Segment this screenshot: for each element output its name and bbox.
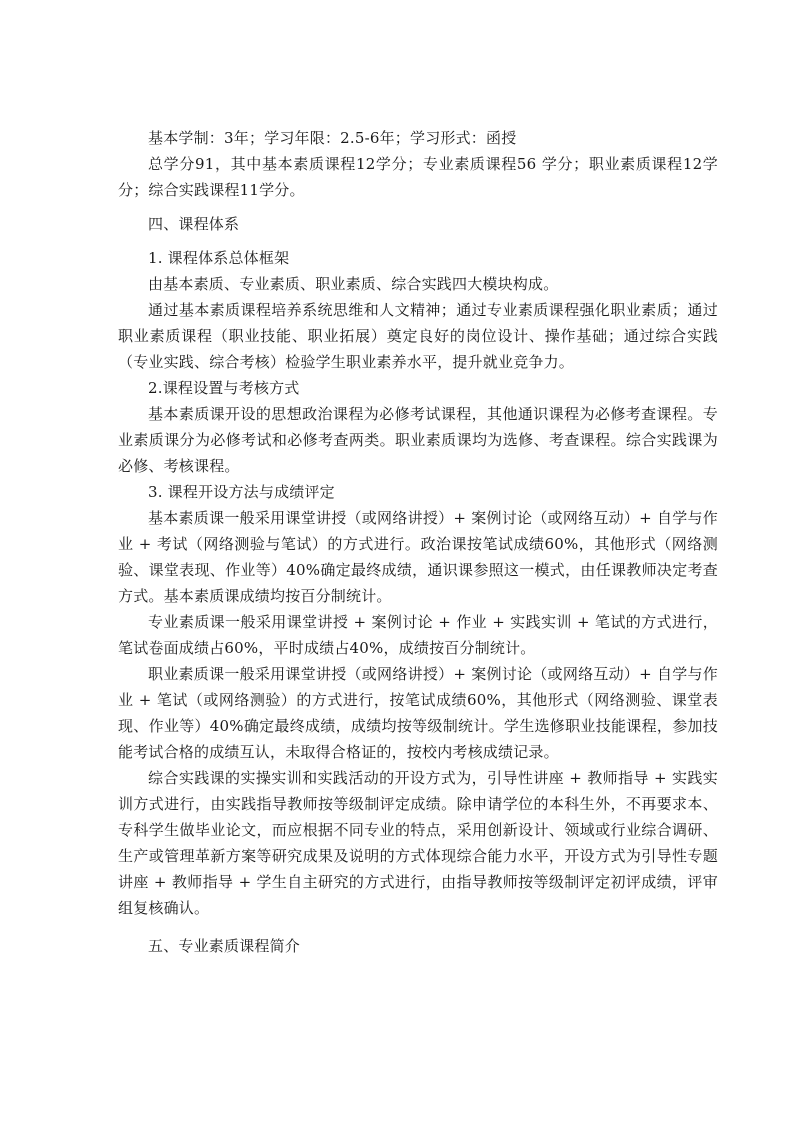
subsection-1-heading: 1. 课程体系总体框架 <box>148 249 290 267</box>
professional-quality-method-paragraph: 专业素质课一般采用课堂讲授 + 案例讨论 + 作业 + 实践实训 + 笔试的方式进行，笔试卷面成绩占60%，平时成绩占40%，成绩按百分制统计。 <box>118 613 718 657</box>
credits-paragraph: 总学分91，其中基本素质课程12学分；专业素质课程56 学分；职业素质课程12学分；综合实践课程11学分。 <box>118 155 718 199</box>
course-setting-paragraph: 基本素质课开设的思想政治课程为必修考试课程，其他通识课程为必修考查课程。专业素质课分为必修考试和必修考查两类。职业素质课均为选修、考查课程。综合实践课为必修、考核课程。 <box>118 405 718 475</box>
subsection-3-heading: 3. 课程开设方法与成绩评定 <box>148 483 335 501</box>
document-body <box>118 125 718 967</box>
practice-method-paragraph: 综合实践课的实操实训和实践活动的开设方式为，引导性讲座 + 教师指导 + 实践实训方式进行，由实践指导教师按等级制评定成绩。除申请学位的本科生外，不再要求本、专科学生做毕业论文，而应根据不同专业的特点，采用创新设计、领域或行业综合调研、生产或管理革新方案等研究成果及说明的方式体现综合能力水平，开设方式为引导性专题讲座 + 教师指导 + 学生自主研究的方式进行，由指导教师按等级制评定初评成绩，评审组复核确认。 <box>118 769 718 917</box>
subsection-2-heading: 2.课程设置与考核方式 <box>148 379 300 397</box>
section-5-heading: 五、专业素质课程简介 <box>148 937 301 955</box>
section-4-heading: 四、课程体系 <box>148 215 240 233</box>
framework-paragraph-2: 通过基本素质课程培养系统思维和人文精神；通过专业素质课程强化职业素质；通过职业素质课程（职业技能、职业拓展）奠定良好的岗位设计、操作基础；通过综合实践（专业实践、综合考核）检验学生职业素养水平，提升就业竞争力。 <box>118 301 718 371</box>
vocational-quality-method-paragraph: 职业素质课一般采用课堂讲授（或网络讲授）+ 案例讨论（或网络互动）+ 自学与作业 + 笔试（或网络测验）的方式进行，按笔试成绩60%，其他形式（网络测验、课堂表现、作业等）40%确定最终成绩，成绩均按等级制统计。学生选修职业技能课程，参加技能考试合格的成绩互认，未取得合格证的，按校内考核成绩记录。 <box>118 665 718 761</box>
basic-quality-method-paragraph: 基本素质课一般采用课堂讲授（或网络讲授）+ 案例讨论（或网络互动）+ 自学与作业 + 考试（网络测验与笔试）的方式进行。政治课按笔试成绩60%，其他形式（网络测验、课堂表现、作业等）40%确定最终成绩，通识课参照这一模式，由任课教师决定考查方式。基本素质课成绩均按百分制统计。 <box>118 509 718 605</box>
basic-system-line: 基本学制：3年；学习年限：2.5-6年；学习形式：函授 <box>148 129 517 147</box>
framework-paragraph-1: 由基本素质、专业素质、职业素质、综合实践四大模块构成。 <box>148 275 559 293</box>
